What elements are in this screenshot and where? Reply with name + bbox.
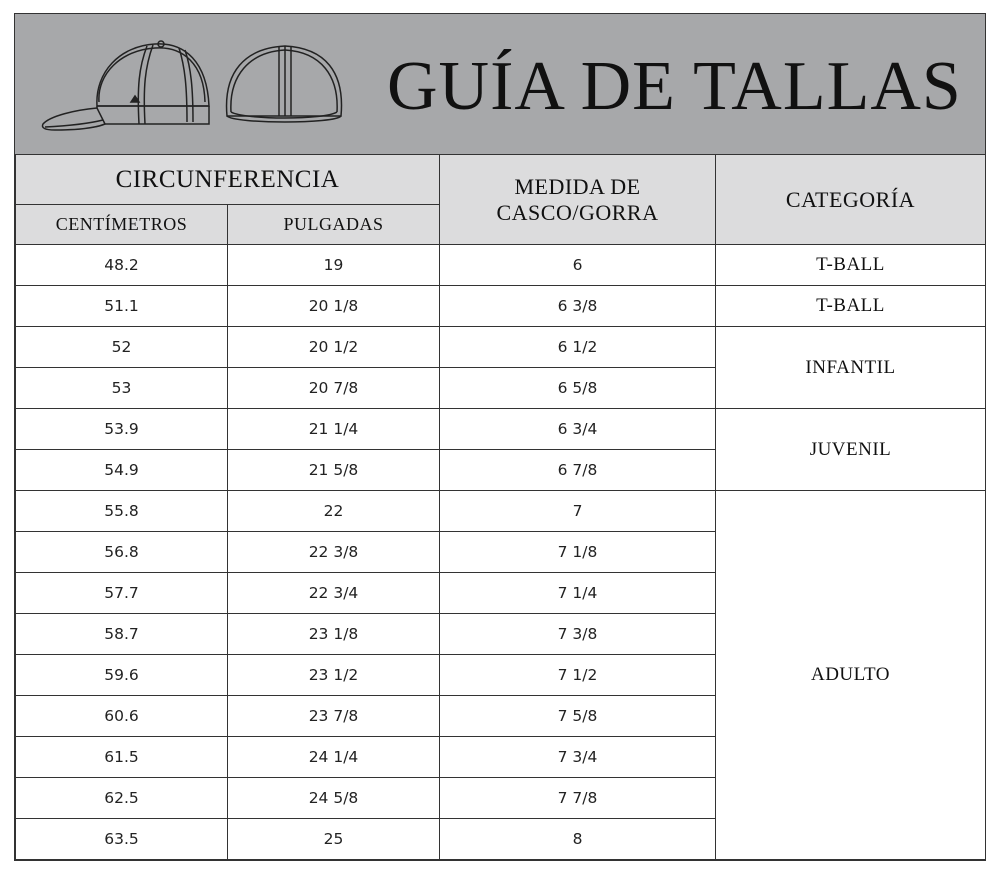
inches-header: PULGADAS xyxy=(228,205,440,245)
inches-cell: 24 1/4 xyxy=(228,737,440,778)
inches-cell: 23 1/8 xyxy=(228,614,440,655)
size-cell: 6 3/4 xyxy=(440,409,716,450)
cap-illustrations xyxy=(35,32,365,137)
size-cell: 6 3/8 xyxy=(440,286,716,327)
table-row xyxy=(16,286,986,327)
inches-cell: 20 7/8 xyxy=(228,368,440,409)
cm-cell: 53.9 xyxy=(16,409,228,450)
cap-back-icon xyxy=(227,46,342,122)
helmet-size-header xyxy=(440,155,716,245)
inches-cell: 23 1/2 xyxy=(228,655,440,696)
category-cell: T-BALL xyxy=(716,286,986,327)
inches-cell: 25 xyxy=(228,819,440,860)
size-cell: 7 3/8 xyxy=(440,614,716,655)
size-cell: 7 xyxy=(440,491,716,532)
cm-cell: 55.8 xyxy=(16,491,228,532)
helmet-size-header-line2: CASCO/GORRA xyxy=(496,199,659,225)
cm-cell: 48.2 xyxy=(16,245,228,286)
cm-cell: 54.9 xyxy=(16,450,228,491)
table-row xyxy=(16,409,986,450)
title-banner xyxy=(15,14,985,155)
cm-cell: 52 xyxy=(16,327,228,368)
inches-cell: 20 1/8 xyxy=(228,286,440,327)
size-cell: 6 7/8 xyxy=(440,450,716,491)
inches-cell: 21 5/8 xyxy=(228,450,440,491)
size-table xyxy=(15,154,986,860)
centimeters-header: CENTÍMETROS xyxy=(16,205,228,245)
size-cell: 7 1/2 xyxy=(440,655,716,696)
inches-cell: 19 xyxy=(228,245,440,286)
inches-cell: 21 1/4 xyxy=(228,409,440,450)
size-cell: 7 7/8 xyxy=(440,778,716,819)
cm-cell: 57.7 xyxy=(16,573,228,614)
helmet-size-header-line1: MEDIDA DE xyxy=(514,173,641,199)
inches-cell: 24 5/8 xyxy=(228,778,440,819)
size-cell: 8 xyxy=(440,819,716,860)
inches-cell: 22 3/8 xyxy=(228,532,440,573)
cm-cell: 62.5 xyxy=(16,778,228,819)
inches-cell: 23 7/8 xyxy=(228,696,440,737)
size-cell: 6 1/2 xyxy=(440,327,716,368)
cm-cell: 63.5 xyxy=(16,819,228,860)
cm-cell: 53 xyxy=(16,368,228,409)
cm-cell: 56.8 xyxy=(16,532,228,573)
size-cell: 6 5/8 xyxy=(440,368,716,409)
cm-cell: 58.7 xyxy=(16,614,228,655)
category-header: CATEGORÍA xyxy=(716,155,986,245)
category-cell: ADULTO xyxy=(716,491,986,860)
page-title: GUÍA DE TALLAS xyxy=(387,48,962,125)
inches-cell: 22 xyxy=(228,491,440,532)
circumference-header: CIRCUNFERENCIA xyxy=(16,155,440,205)
cm-cell: 60.6 xyxy=(16,696,228,737)
table-row xyxy=(16,327,986,368)
table-row xyxy=(16,245,986,286)
size-cell: 6 xyxy=(440,245,716,286)
cm-cell: 61.5 xyxy=(16,737,228,778)
inches-cell: 20 1/2 xyxy=(228,327,440,368)
cm-cell: 51.1 xyxy=(16,286,228,327)
category-cell: T-BALL xyxy=(716,245,986,286)
inches-cell: 22 3/4 xyxy=(228,573,440,614)
cap-side-icon xyxy=(43,41,210,130)
table-row xyxy=(16,491,986,532)
size-cell: 7 1/4 xyxy=(440,573,716,614)
size-cell: 7 3/4 xyxy=(440,737,716,778)
cm-cell: 59.6 xyxy=(16,655,228,696)
category-cell: INFANTIL xyxy=(716,327,986,409)
size-guide xyxy=(14,13,986,861)
size-cell: 7 5/8 xyxy=(440,696,716,737)
category-cell: JUVENIL xyxy=(716,409,986,491)
size-cell: 7 1/8 xyxy=(440,532,716,573)
